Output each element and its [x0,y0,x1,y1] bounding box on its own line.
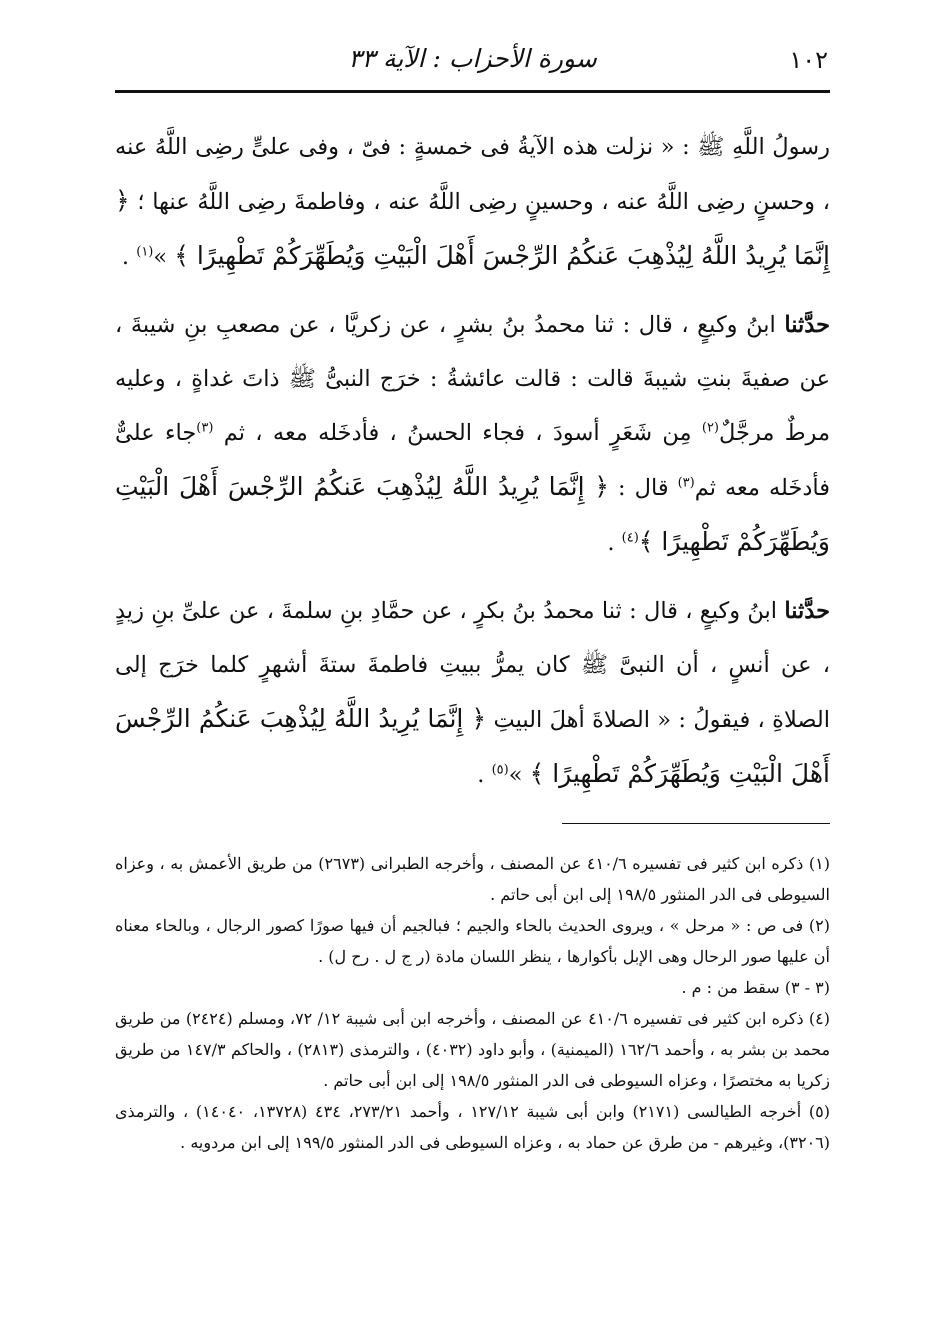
paragraph-text: رسولُ اللَّهِ ﷺ : « نزلت هذه الآيةُ فى خمسةٍ : فىّ ، وفى علىٍّ رضِى اللَّهُ عنه ، وحسنٍ رضِى اللَّهُ عنه ، وحسينٍ رضِى اللَّهُ عنه ، وفاطمةَ رضِى اللَّهُ عنها ؛ [115,134,830,215]
main-text [115,120,830,802]
paragraph-text: . [477,762,492,788]
running-title: سورة الأحزاب : الآية ٣٣ [348,44,597,73]
footnote-ref: (٥) [491,762,509,778]
footnote-ref: (٣) [196,420,214,436]
paragraph-text: جاء علىٌّ فأدخَله معه ثم [115,420,831,501]
footnote: (٢) فى ص : « مرحل » ، ويروى الحديث بالحاء والجيم ؛ فبالجيم أن فيها صورًا كصور الرجال ، وبالحاء معناه أن عليها صور الرحال وهى الإبل بأكوارها ، ينظر اللسان مادة (ر ج ل . رح ل) . [115,916,830,966]
paragraph-1 [115,120,830,284]
footnotes [115,848,830,1158]
paragraph-text: . [121,244,137,270]
footnote: (١) ذكره ابن كثير فى تفسيره ٤١٠/٦ عن المصنف ، وأخرجه الطبرانى (٢٦٧٣) من طريق الأعمش به ، وعزاه السيوطى فى الدر المنثور ١٩٨/٥ إلى ابن أبى حاتم . [115,854,831,904]
paragraph-text: » [153,244,175,270]
quran-verse: ﴿ إِنَّمَا يُرِيدُ اللَّهُ لِيُذْهِبَ عَنكُمُ الرِّجْسَ أَهْلَ الْبَيْتِ وَيُطَهِّرَكُمْ تَطْهِيرًا ﴾ [115,704,830,788]
footnote-ref: (١) [136,244,154,260]
footnote: (٣ - ٣) سقط من : م . [681,978,830,997]
footnote: (٥) أخرجه الطيالسى (٢١٧١) وابن أبى شيبة ١٢٧/١٢ ، وأحمد ٢٧٣/٢١، ٤٣٤ (١٣٧٢٨، ١٤٠٤٠) ، والترمذى (٣٢٠٦)، وغيرهم - من طرق عن حماد به ، وعزاه السيوطى فى الدر المنثور ١٩٩/٥ إلى ابن مردويه . [115,1102,830,1152]
footnote-ref: (٢) [701,420,719,436]
quran-verse: ﴿ إِنَّمَا يُرِيدُ اللَّهُ لِيُذْهِبَ عَنكُمُ الرِّجْسَ أَهْلَ الْبَيْتِ وَيُطَهِّرَكُمْ تَطْهِيرًا ﴾ [115,472,830,556]
footnote-separator [562,823,830,824]
paragraph-text: مِن شَعَرٍ أسودَ ، فجاء الحسنُ ، فأدخَله معه ، ثم [213,420,702,446]
paragraph-text: ابنُ وكيعٍ ، قال : ثنا محمدُ بنُ بشرٍ ، عن زكريَّا ، عن مصعبِ بنِ شيبةَ ، عن صفيةَ بنتِ شيبةَ قالت : قالت عائشةُ : خرَج النبىُّ ﷺ ذاتَ غداةٍ ، وعليه مرطٌ مرجَّلٌ [115,312,831,446]
page-number: ١٠٢ [789,46,828,74]
paragraph-text: قال : [609,475,678,501]
footnote: (٤) ذكره ابن كثير فى تفسيره ٤١٠/٦ عن المصنف ، وأخرجه ابن أبى شيبة ١٢/ ٧٢، ومسلم (٢٤٢٤) من طريق محمد بن بشر به ، وأحمد ١٦٢/٦ (الميمنية) ، وأبو داود (٤٠٣٢) ، والترمذى (٢٨١٣) ، والحاكم ١٤٧/٣ من طريق زكريا به مختصرًا ، وعزاه السيوطى فى الدر المنثور ١٩٨/٥ إلى ابن أبى حاتم . [115,1009,831,1090]
paragraph-text: » [508,762,530,788]
footnote-ref: (٤) [621,530,639,546]
paragraph-3 [115,584,830,802]
paragraph-text: . [607,530,622,556]
paragraph-text: ابنُ وكيعٍ ، قال : ثنا محمدُ بنُ بكرٍ ، عن حمَّادِ بنِ سلمةَ ، عن علىِّ بنِ زيدٍ ، عن أنسٍ ، أن النبىَّ ﷺ كان يمرُّ ببيتِ فاطمةَ ستةَ أشهرٍ كلما خرَج إلى الصلاةِ ، فيقولُ : « الصلاةَ أهلَ البيتِ [115,598,830,733]
hadith-lead-word: حدَّثنا [784,312,831,338]
paragraph-2 [115,298,830,570]
footnote-ref: (٣) [677,475,695,491]
quran-verse: ﴿ إِنَّمَا يُرِيدُ اللَّهُ لِيُذْهِبَ عَنكُمُ الرِّجْسَ أَهْلَ الْبَيْتِ وَيُطَهِّرَكُمْ تَطْهِيرًا ﴾ [115,186,830,270]
page-header [115,40,830,93]
hadith-lead-word: حدَّثنا [784,598,830,624]
